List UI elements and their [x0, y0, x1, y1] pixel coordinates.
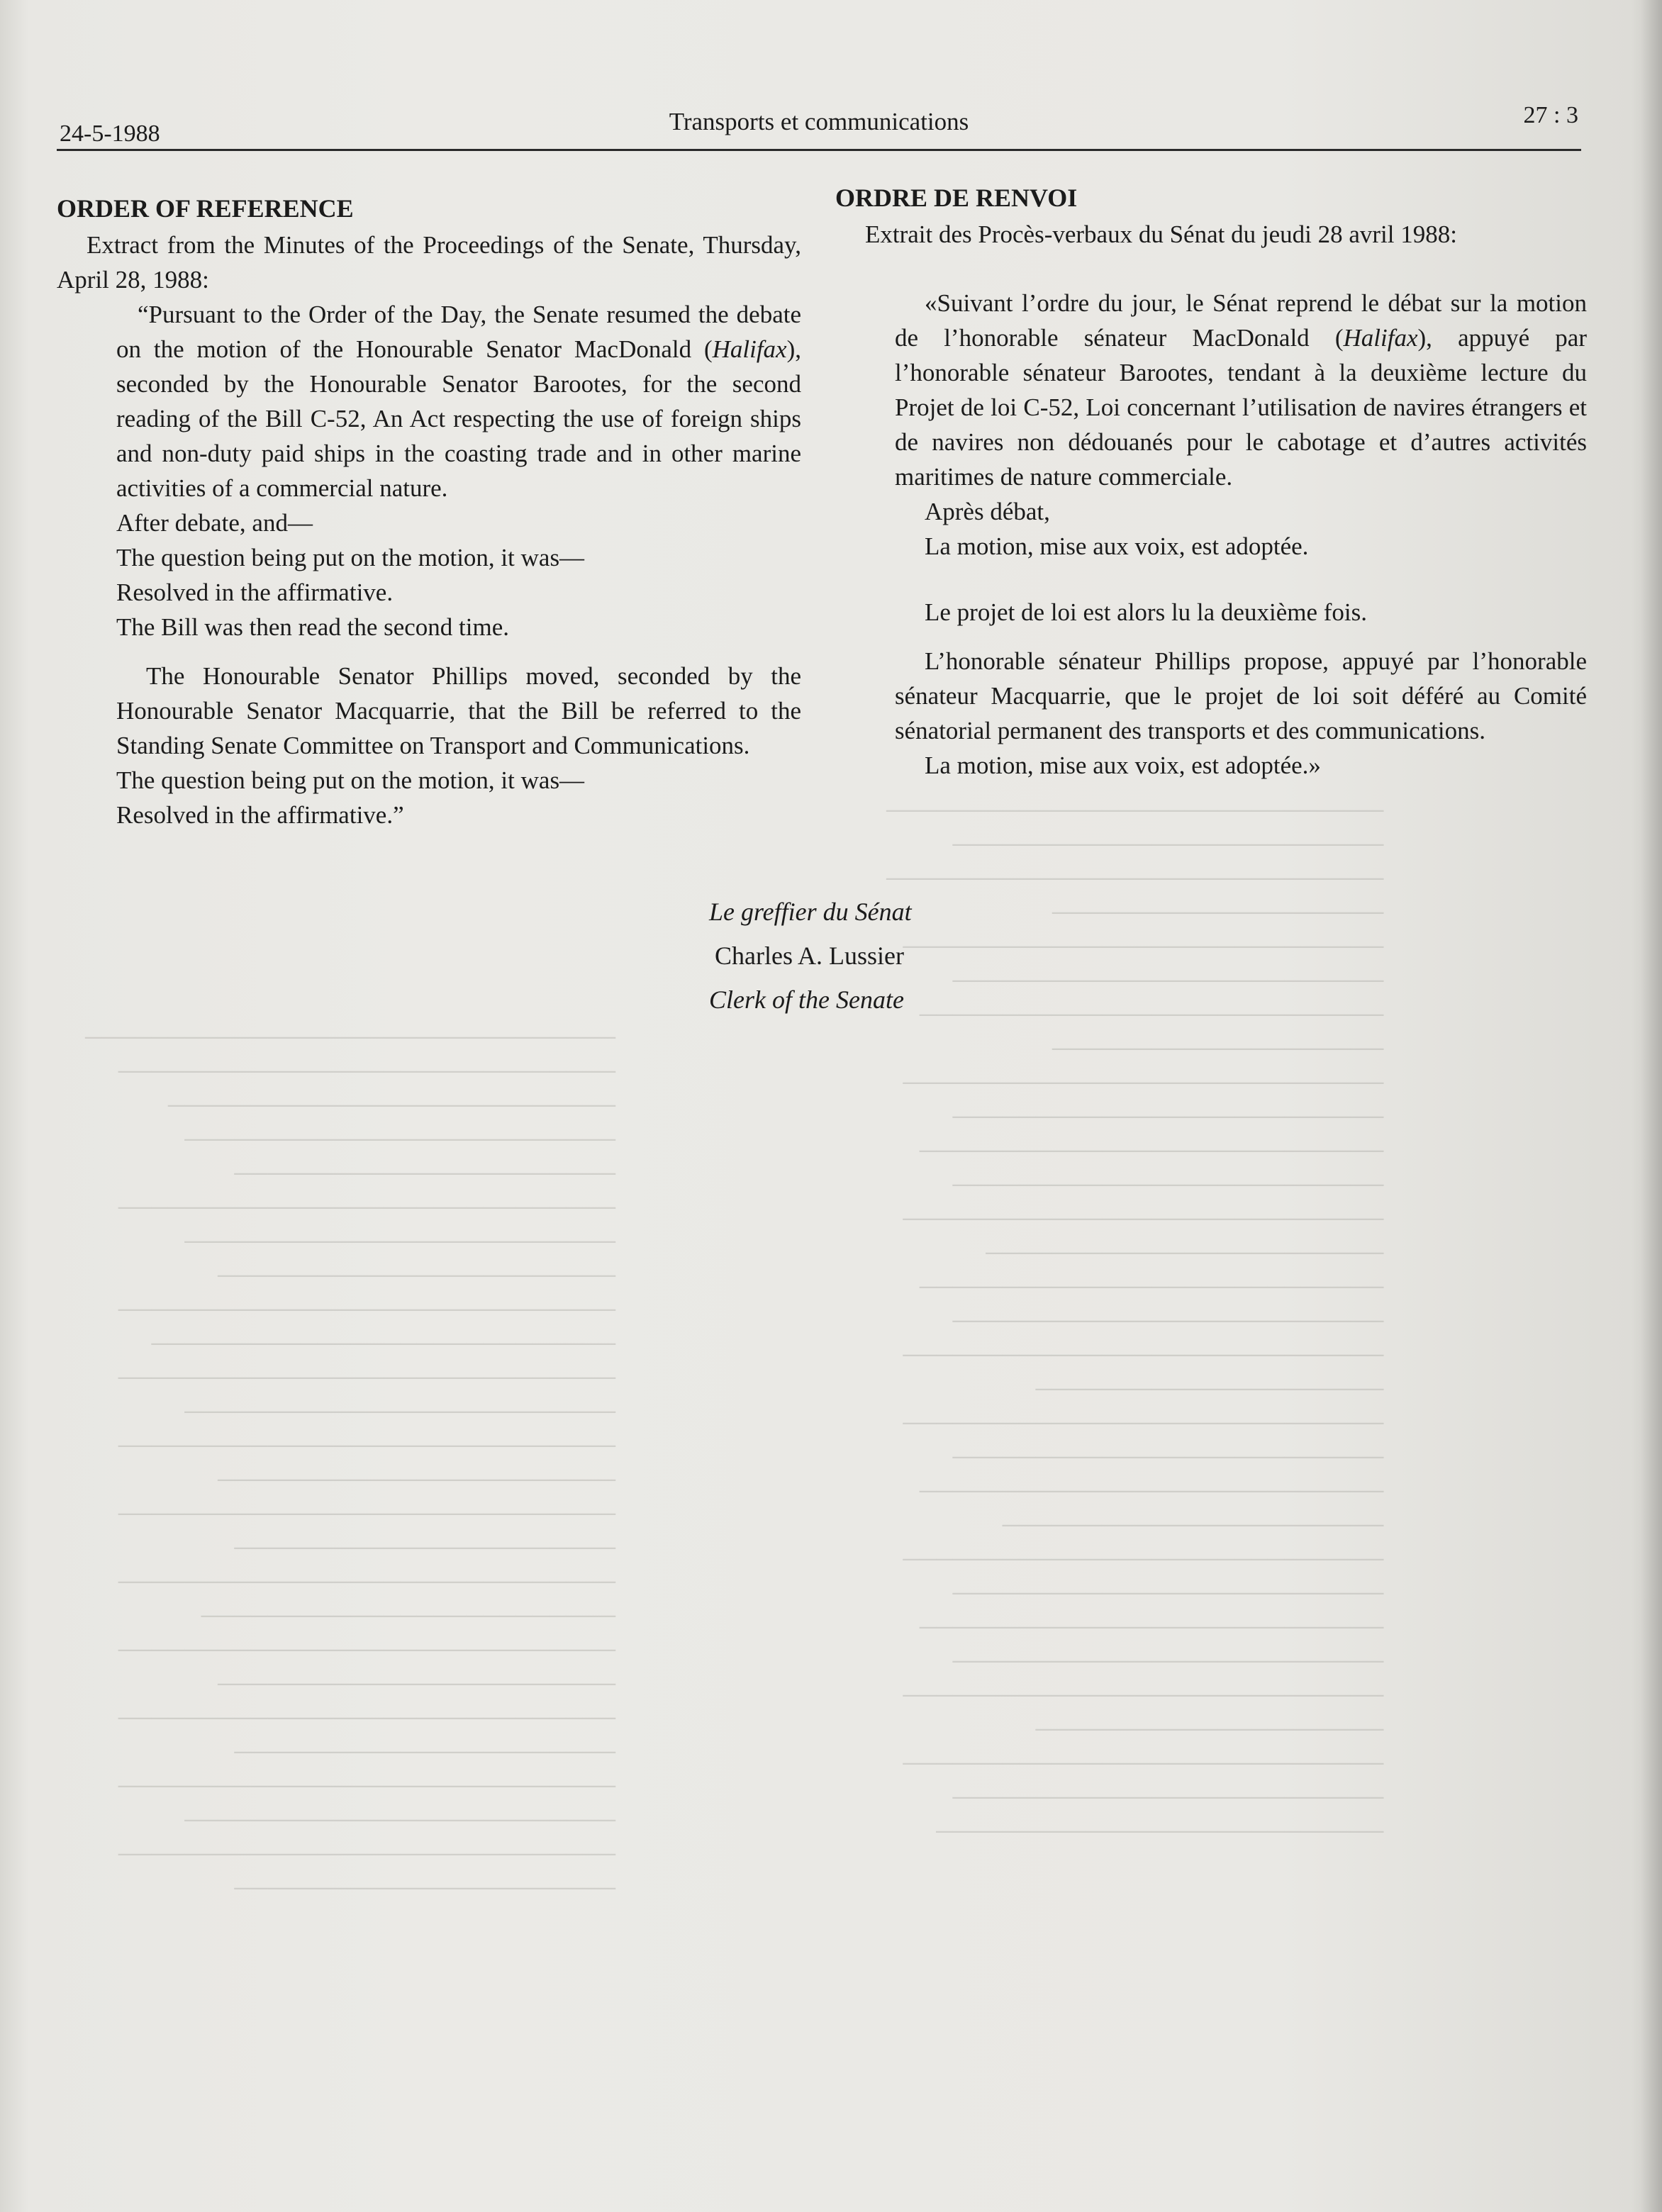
header-page-number: 27 : 3	[1523, 102, 1578, 128]
header-date: 24-5-1988	[60, 121, 160, 147]
english-column	[57, 191, 801, 832]
header-title: Transports et communications	[669, 108, 969, 135]
english-question-1: The question being put on the motion, it was—	[116, 544, 585, 571]
show-through-texture: ────────────────────────────── ────────────────────────── ────────────────────────────── ──────────────────── ───────────────────────────── ────────────────────────── ──────────────────────────── ──────────────────── ───────────────────────────── ────────────────────────── ──────────────────────────── ────────────────────────── ───────────────────────────── ──────────────────────── ──────────────────────────── ────────────────────────── ───────────────────────────── ───────────────────── ───────────────────────────── ────────────────────────── ──────────────────────────── ─────────────────────── ───────────────────────────── ────────────────────────── ──────────────────────────── ────────────────────────── ───────────────────────────── ───────────────────── ───────────────────────────── ────────────────────────── ───────────────────────────	[886, 798, 1384, 1845]
signature-block	[709, 890, 912, 1022]
english-heading: ORDER OF REFERENCE	[57, 194, 354, 223]
french-intro: Extrait des Procès-verbaux du Sénat du jeudi 28 avril 1988:	[865, 220, 1457, 248]
english-quote: “Pursuant to the Order of the Day, the Senate resumed the debate on the motion of the Honourable Senator MacDonald (Halifax), seconded by the Honourable Senator Barootes, for the second reading of the Bill C-52, An Act respecting the use of foreign ships and non-duty paid ships in the coasting trade and in other marine activities of a commercial nature.	[116, 301, 801, 502]
french-heading: ORDRE DE RENVOI	[835, 184, 1078, 212]
signature-name: Charles A. Lussier	[715, 942, 904, 970]
english-after-debate: After debate, and—	[116, 509, 313, 537]
signature-french-title: Le greffier du Sénat	[709, 898, 912, 926]
english-resolved-1: Resolved in the affirmative.	[116, 579, 394, 606]
french-second-reading: Le projet de loi est alors lu la deuxième fois.	[925, 598, 1367, 626]
french-phillips-motion: L’honorable sénateur Phillips propose, appuyé par l’honorable sénateur Macquarrie, que le projet de loi soit déféré au Comité sénatorial permanent des transports et des communications.	[895, 647, 1587, 744]
english-question-2: The question being put on the motion, it was—	[116, 766, 585, 794]
page-header	[57, 99, 1581, 151]
english-second-reading: The Bill was then read the second time.	[116, 613, 510, 641]
french-motion-2: La motion, mise aux voix, est adoptée.»	[925, 752, 1321, 779]
french-after-debate: Après débat,	[925, 498, 1050, 525]
english-intro: Extract from the Minutes of the Proceedings of the Senate, Thursday, April 28, 1988:	[57, 231, 801, 294]
signature-english-title: Clerk of the Senate	[709, 985, 904, 1014]
english-resolved-2: Resolved in the affirmative.”	[116, 801, 404, 829]
french-motion-1: La motion, mise aux voix, est adoptée.	[925, 532, 1309, 560]
english-phillips-motion: The Honourable Senator Phillips moved, seconded by the Honourable Senator Macquarrie, that the Bill be referred to the Standing Senate Committee on Transport and Communications.	[116, 662, 801, 759]
french-column	[835, 181, 1587, 783]
french-quote: «Suivant l’ordre du jour, le Sénat reprend le débat sur la motion de l’honorable sénateur MacDonald (Halifax), appuyé par l’honorable sénateur Barootes, tendant à la deuxième lecture du Projet de loi C-52, Loi concernant l’utilisation de navires étrangers et de navires non dédouanés pour le cabotage et d’autres activités maritimes de nature commerciale.	[895, 289, 1587, 491]
show-through-texture-left: ──────────────────────────────── ────────────────────────────── ─────────────────────────── ────────────────────────── ─────────────────────── ────────────────────────────── ────────────────────────── ──────────────────────── ────────────────────────────── ──────────────────────────── ────────────────────────────── ────────────────────────── ────────────────────────────── ──────────────────────── ────────────────────────────── ─────────────────────── ────────────────────────────── ───────────────────────── ────────────────────────────── ──────────────────────── ────────────────────────────── ─────────────────────── ────────────────────────────── ────────────────────────── ────────────────────────────── ───────────────────────	[85, 1025, 616, 1901]
